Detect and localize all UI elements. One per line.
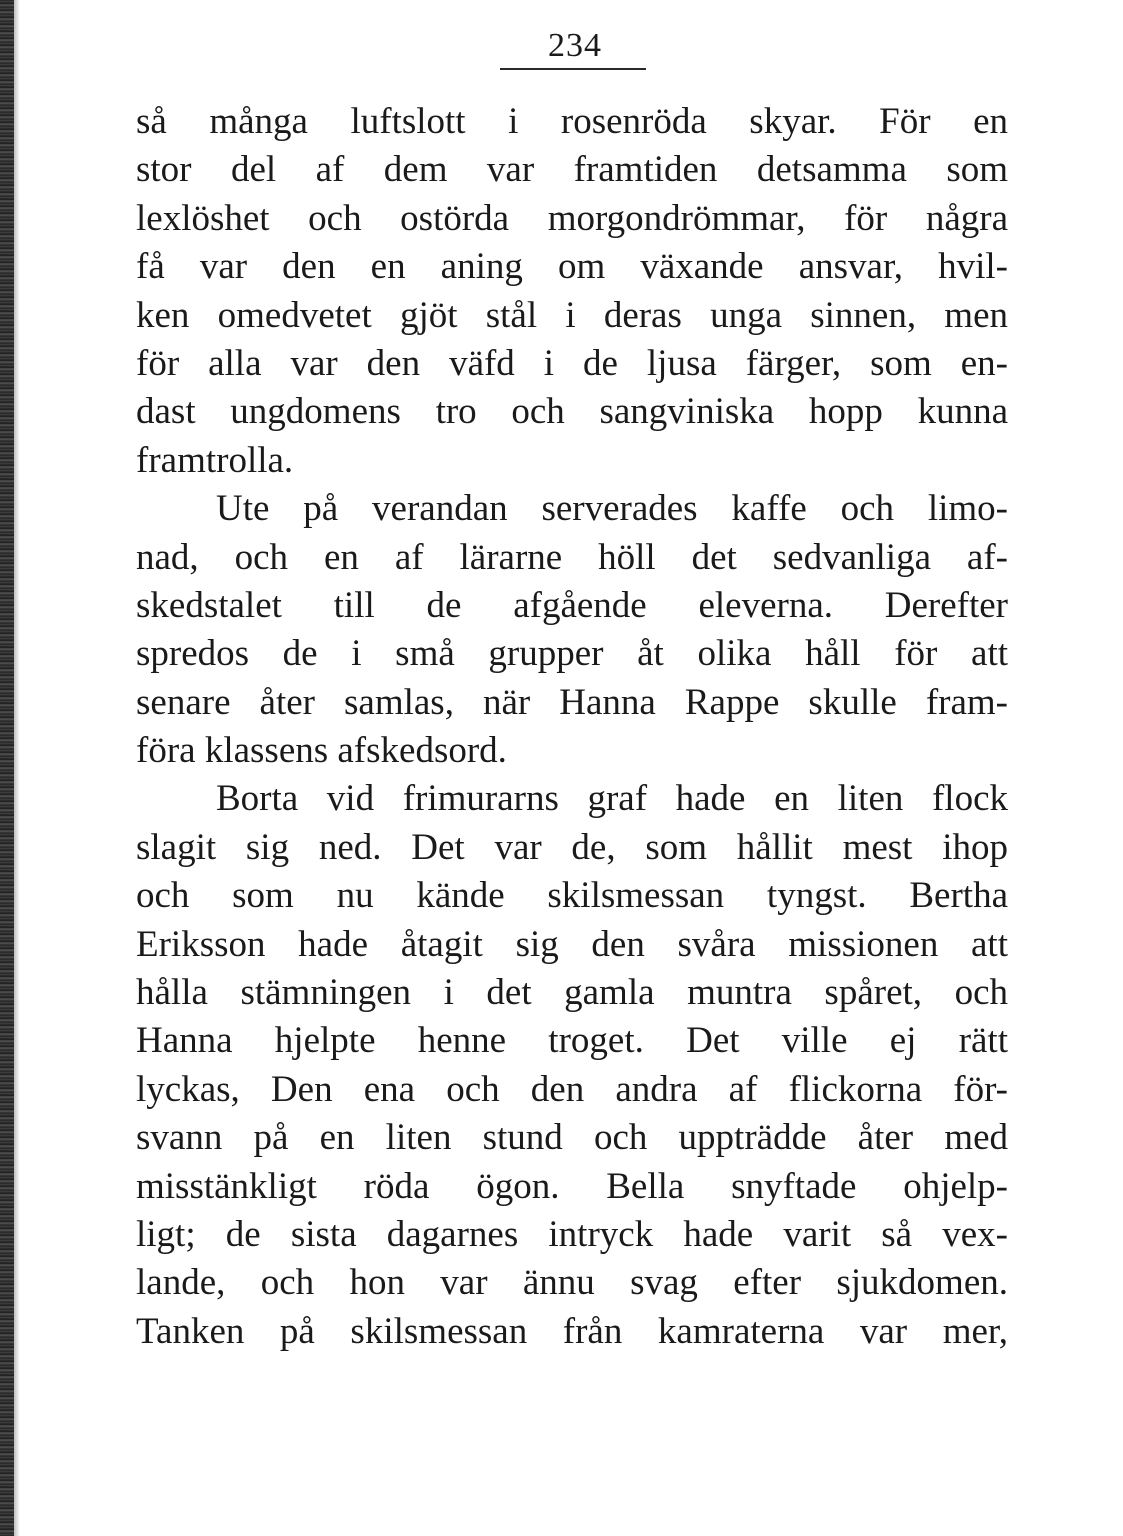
text-line: så många luftslott i rosenröda skyar. För en xyxy=(136,101,1008,142)
text-line: misstänkligt röda ögon. Bella snyftade ohjelp- xyxy=(136,1165,1008,1207)
page-number-rule xyxy=(500,68,646,70)
text-line: och som nu kände skilsmessan tyngst. Bertha xyxy=(136,875,1008,917)
text-line: Tanken på skilsmessan från kamraterna var mer, xyxy=(136,1310,1008,1352)
paragraph-3 xyxy=(136,775,1008,1356)
text-line: få var den en aning om växande ansvar, hvil- xyxy=(136,246,1008,288)
text-line: framtrolla. xyxy=(136,439,294,481)
page-number: 234 xyxy=(548,27,602,64)
text-line: för alla var den väfd i de ljusa färger, som en- xyxy=(136,342,1008,384)
text-line: stor del af dem var framtiden detsamma som xyxy=(136,149,1008,191)
text-line: lyckas, Den ena och den andra af flickorna för- xyxy=(136,1068,1008,1110)
text-line: föra klassens afskedsord. xyxy=(136,730,507,772)
body-text xyxy=(136,98,1008,1356)
text-line: senare åter samlas, när Hanna Rappe skulle fram- xyxy=(136,681,1008,723)
text-line: Borta vid frimurarns graf hade en liten flock xyxy=(216,778,1008,820)
text-line: spredos de i små grupper åt olika håll för att xyxy=(136,633,1008,675)
text-line: Hanna hjelpte henne troget. Det ville ej rätt xyxy=(136,1020,1008,1062)
text-line: ken omedvetet gjöt stål i deras unga sinnen, men xyxy=(136,294,1008,336)
paragraph-2 xyxy=(136,485,1008,775)
text-line: Ute på verandan serverades kaffe och limo- xyxy=(216,488,1008,530)
text-line: lexlöshet och ostörda morgondrömmar, för några xyxy=(136,197,1008,239)
text-line: slagit sig ned. Det var de, som hållit mest ihop xyxy=(136,826,1008,868)
paragraph-1 xyxy=(136,98,1008,485)
text-line: skedstalet till de afgående eleverna. Derefter xyxy=(136,584,1008,626)
text-line: lande, och hon var ännu svag efter sjukdomen. xyxy=(136,1262,1008,1304)
text-line: svann på en liten stund och uppträdde åter med xyxy=(136,1117,1008,1159)
text-line: nad, och en af lärarne höll det sedvanliga af- xyxy=(136,536,1008,578)
text-line: hålla stämningen i det gamla muntra spåret, och xyxy=(136,972,1008,1014)
text-line: ligt; de sista dagarnes intryck hade varit så vex- xyxy=(136,1213,1008,1255)
book-binding-edge xyxy=(0,0,14,1536)
text-line: Eriksson hade åtagit sig den svåra missionen att xyxy=(136,923,1008,965)
text-line: dast ungdomens tro och sangviniska hopp kunna xyxy=(136,391,1008,433)
